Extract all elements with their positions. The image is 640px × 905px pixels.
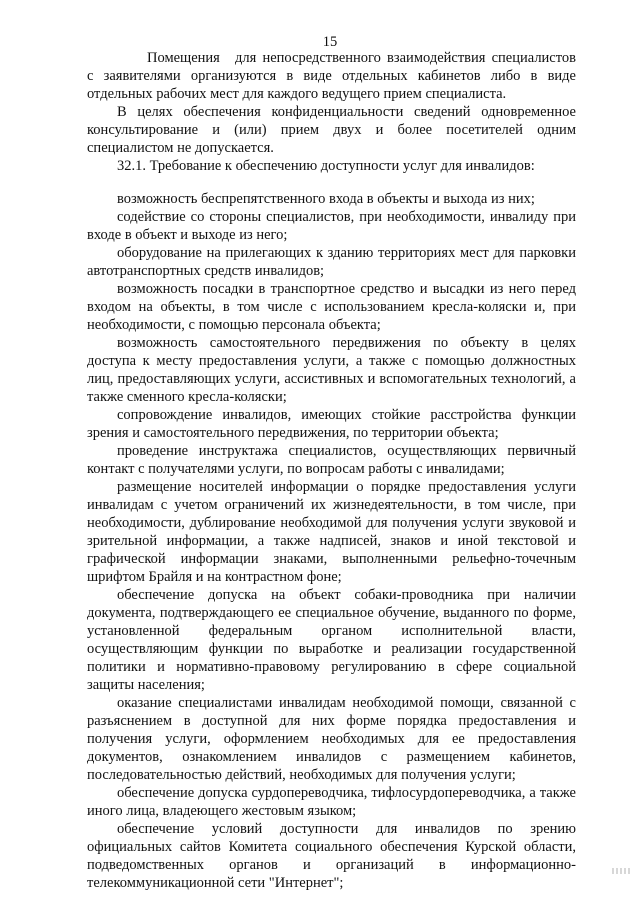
- requirement-item: содействие со стороны специалистов, при необходимости, инвалиду при входе в объект и выходе из него;: [87, 209, 576, 243]
- premises-first-word: Помещения: [147, 50, 220, 66]
- requirement-item: размещение носителей информации о порядке предоставления услуги инвалидам с учетом ограничений их жизнедеятельности, в том числе, при необходимости, дублирование необходимой для получения услуги звуковой и зрительной информации, а также надписей, знаков и иной текстовой и графической информации знаками, выполненными рельефно-точечным шрифтом Брайля и на контрастном фоне;: [87, 479, 576, 585]
- section-heading: 32.1. Требование к обеспечению доступности услуг для инвалидов:: [117, 158, 535, 174]
- premises-paragraph: [87, 49, 576, 103]
- document-body: [87, 49, 576, 892]
- premises-rest: для непосредственного взаимодействия специалистов с заявителями организуются в виде отдельных кабинетов либо в виде отдельных рабочих мест для каждого ведущего прием специалиста.: [87, 50, 576, 102]
- requirement-item: сопровождение инвалидов, имеющих стойкие расстройства функции зрения и самостоятельного передвижения, по территории объекта;: [87, 407, 576, 441]
- requirement-item: оказание специалистами инвалидам необходимой помощи, связанной с разъяснением в доступной для них форме порядка предоставления и получения услуги, оформлением необходимых для ее предоставления документов, ознакомлением инвалидов с размещением кабинетов, последовательностью действий, необходимых для получения услуги;: [87, 695, 576, 783]
- requirement-item: проведение инструктажа специалистов, осуществляющих первичный контакт с получателями услуги, по вопросам работы с инвалидами;: [87, 443, 576, 477]
- requirement-item: обеспечение допуска на объект собаки-проводника при наличии документа, подтверждающего ее специальное обучение, выданного по форме, установленной федеральным органом исполнительной власти, осуществляющим функции по выработке и реализации государственной политики и нормативно-правовому регулированию в сфере социальной защиты населения;: [87, 587, 576, 693]
- requirement-item: обеспечение условий доступности для инвалидов по зрению официальных сайтов Комитета социального обеспечения Курской области, подведомственных органов и организаций в информационно-телекоммуникационной сети "Интернет";: [87, 821, 576, 891]
- page-number: 15: [322, 34, 338, 50]
- requirement-item: возможность посадки в транспортное средство и высадки из него перед входом на объекты, в том числе с использованием кресла-коляски и, при необходимости, с помощью персонала объекта;: [87, 281, 576, 333]
- requirement-item: оборудование на прилегающих к зданию территориях мест для парковки автотранспортных средств инвалидов;: [87, 245, 576, 279]
- requirement-item: обеспечение допуска сурдопереводчика, тифлосурдопереводчика, а также иного лица, владеющего жестовым языком;: [87, 785, 576, 819]
- requirement-item: возможность беспрепятственного входа в объекты и выхода из них;: [117, 191, 535, 207]
- scan-edge-mark: [612, 868, 632, 874]
- confidentiality-paragraph: В целях обеспечения конфиденциальности сведений одновременное консультирование и (или) прием двух и более посетителей одним специалистом не допускается.: [87, 104, 576, 156]
- requirement-item: возможность самостоятельного передвижения по объекту в целях доступа к месту предоставления услуги, а также с помощью должностных лиц, предоставляющих услуги, ассистивных и вспомогательных технологий, а также сменного кресла-коляски;: [87, 335, 576, 405]
